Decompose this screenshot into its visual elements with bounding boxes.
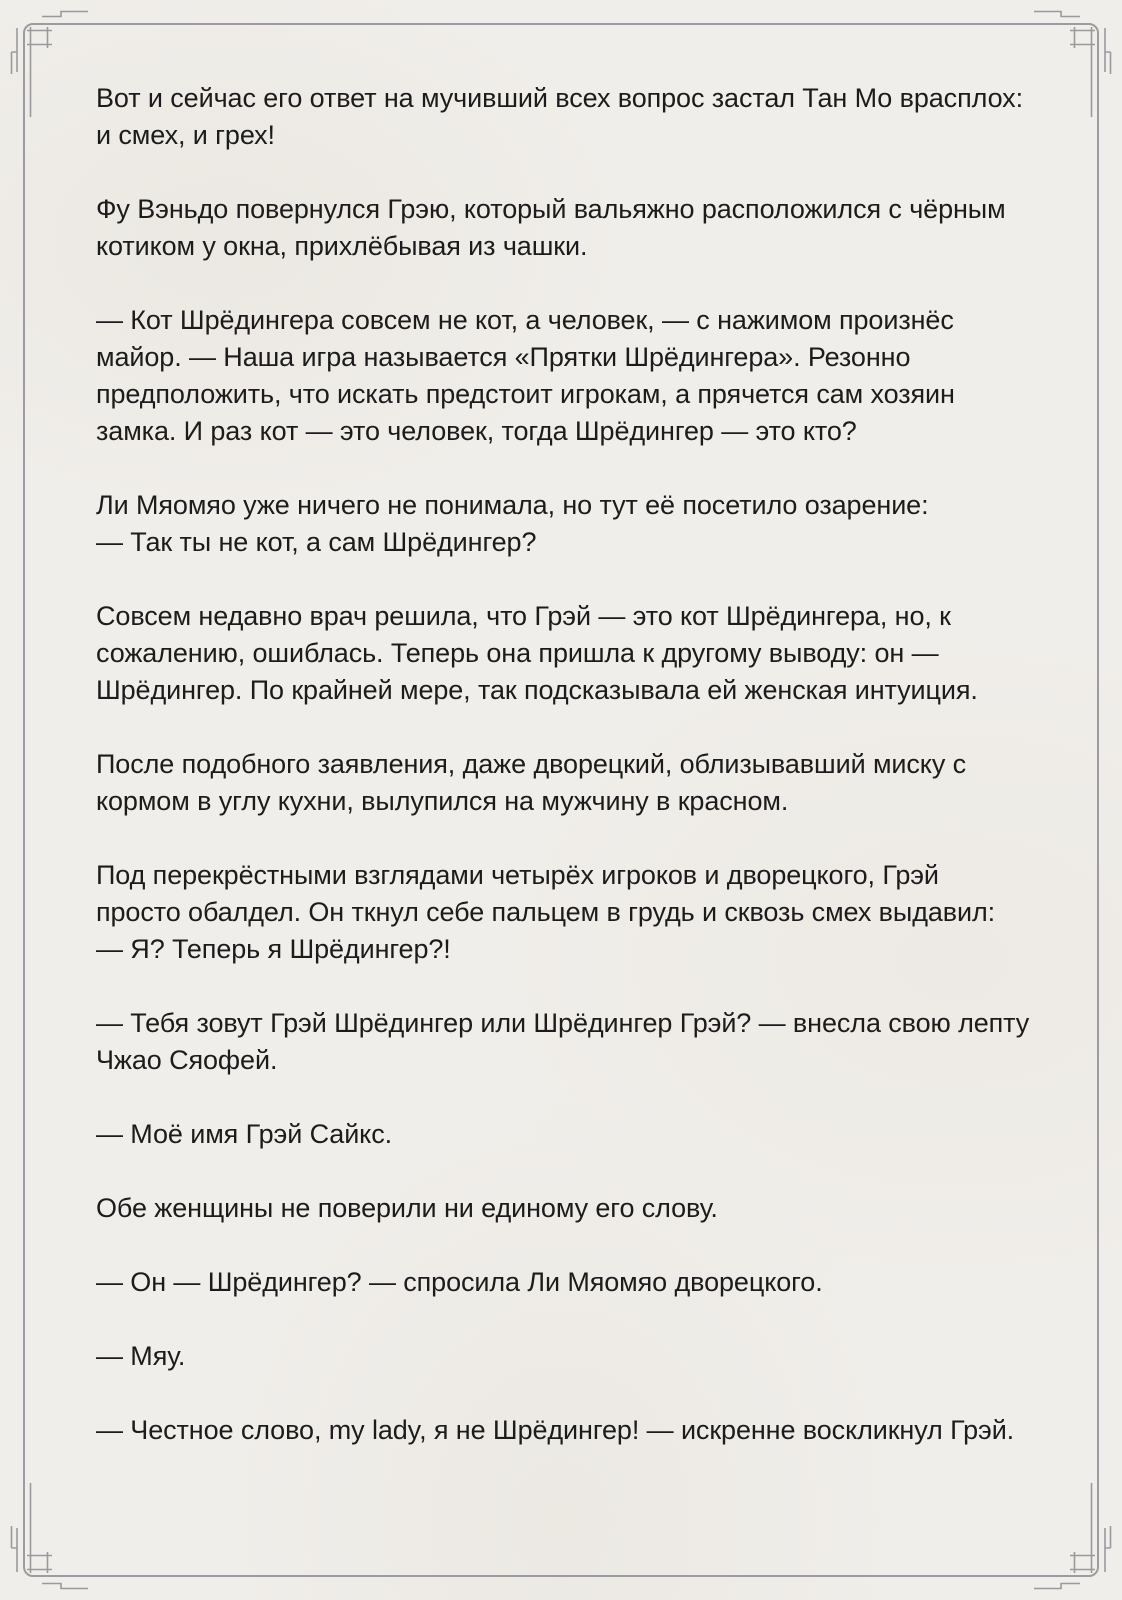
paragraph (96, 1190, 1030, 1227)
paragraph (96, 1116, 1030, 1153)
paragraph (96, 80, 1030, 154)
paragraph (96, 302, 1030, 450)
text-line: — Он — Шрёдингер? — спросила Ли Мяомяо дворецкого. (96, 1267, 823, 1297)
text-line: — Моё имя Грэй Сайкс. (96, 1119, 392, 1149)
corner-ornament-icon (0, 1470, 130, 1600)
text-line: — Честное слово, my lady, я не Шрёдингер! — искренне воскликнул Грэй. (96, 1415, 1015, 1445)
text-line: Совсем недавно врач решила, что Грэй — это кот Шрёдингера, но, к сожалению, ошиблась. Теперь она пришла к другому выводу: он — Шрёдингер. По крайней мере, так подсказывала ей женская интуиция. (96, 601, 978, 705)
paragraph (96, 1005, 1030, 1079)
paragraph (96, 598, 1030, 709)
text-content (96, 80, 1030, 1486)
paragraph (96, 857, 1030, 968)
text-line: Обе женщины не поверили ни единому его слову. (96, 1193, 718, 1223)
text-line: Ли Мяомяо уже ничего не понимала, но тут её посетило озарение: (96, 490, 929, 520)
text-line: — Я? Теперь я Шрёдингер?! (96, 934, 451, 964)
paragraph (96, 191, 1030, 265)
text-line: Вот и сейчас его ответ на мучивший всех вопрос застал Тан Мо врасплох: и смех, и грех! (96, 83, 1023, 150)
text-line: Фу Вэньдо повернулся Грэю, который вальяжно расположился с чёрным котиком у окна, прихлёбывая из чашки. (96, 194, 1006, 261)
text-line: — Мяу. (96, 1341, 186, 1371)
text-line: После подобного заявления, даже дворецкий, облизывавший миску с кормом в углу кухни, вылупился на мужчину в красном. (96, 749, 967, 816)
paragraph (96, 487, 1030, 561)
paragraph (96, 1338, 1030, 1375)
text-line: Под перекрёстными взглядами четырёх игроков и дворецкого, Грэй просто обалдел. Он ткнул себе пальцем в грудь и сквозь смех выдавил: (96, 860, 996, 927)
text-line: — Так ты не кот, а сам Шрёдингер? (96, 527, 537, 557)
paragraph (96, 746, 1030, 820)
corner-ornament-icon (992, 1470, 1122, 1600)
paragraph (96, 1412, 1030, 1449)
text-line: — Кот Шрёдингера совсем не кот, а человек, — с нажимом произнёс майор. — Наша игра называется «Прятки Шрёдингера». Резонно предположить, что искать предстоит игрокам, а прячется сам хозяин замка. И раз кот — это человек, тогда Шрёдингер — это кто? (96, 305, 955, 446)
text-line: — Тебя зовут Грэй Шрёдингер или Шрёдингер Грэй? — внесла свою лепту Чжао Сяофей. (96, 1008, 1030, 1075)
paragraph (96, 1264, 1030, 1301)
